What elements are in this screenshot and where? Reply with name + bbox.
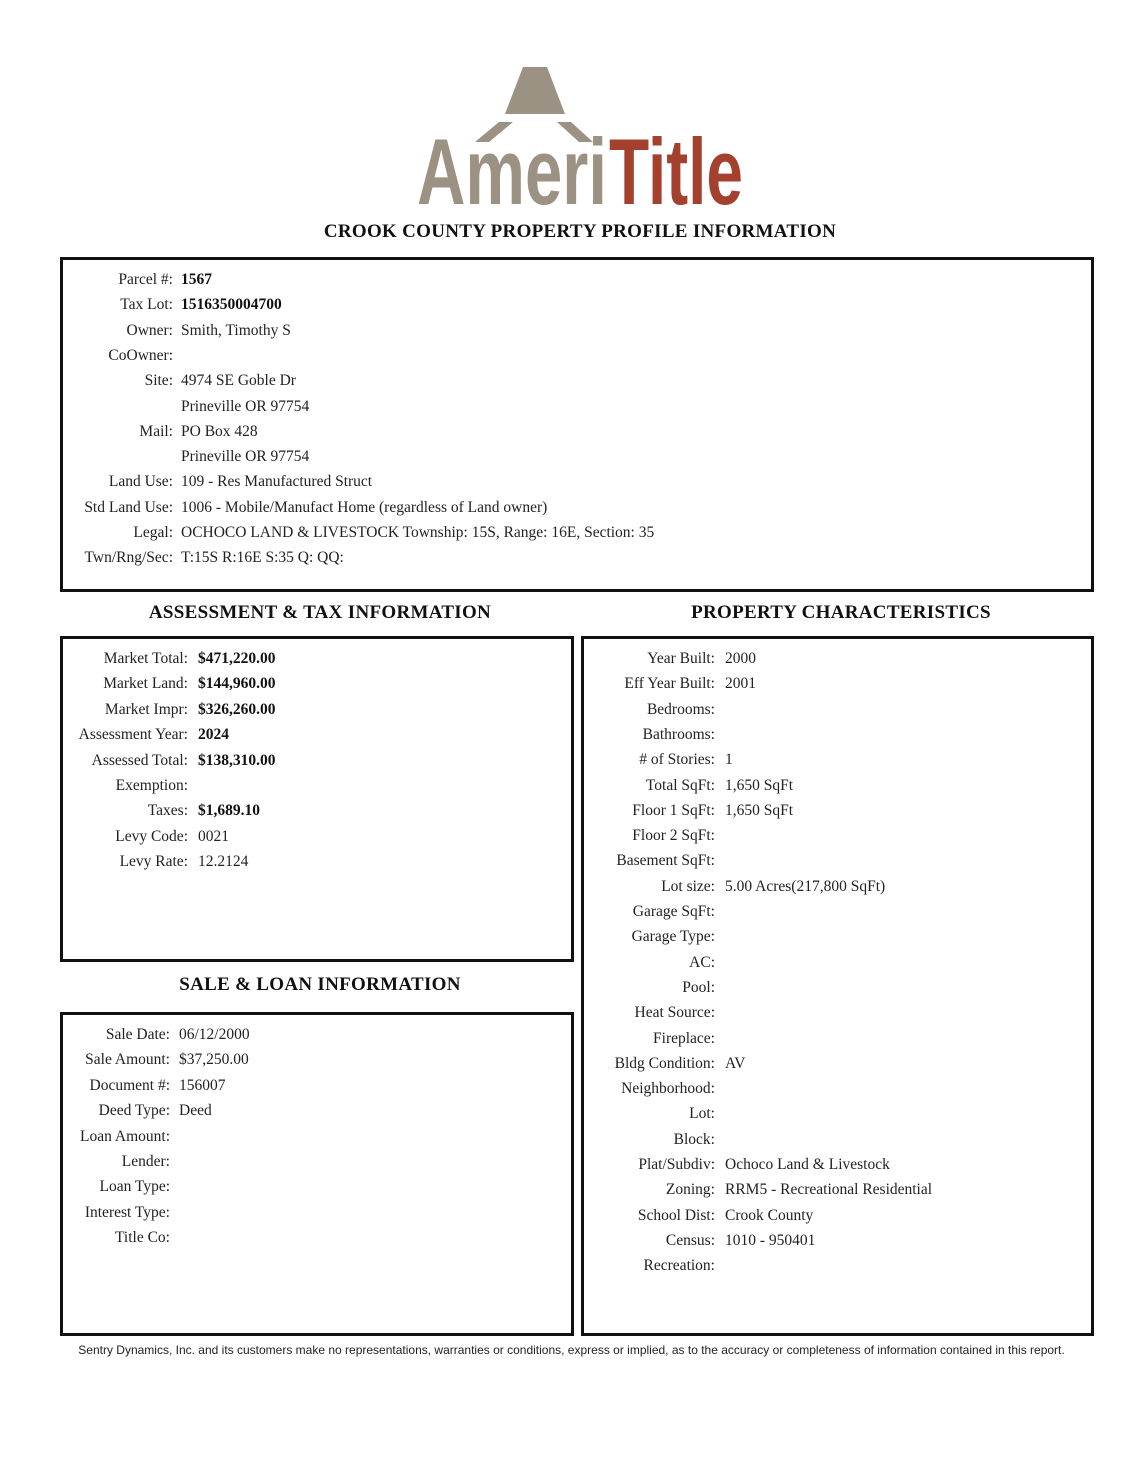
field-value: 0021 bbox=[198, 827, 229, 845]
field-label: Title Co: bbox=[115, 1229, 170, 1247]
field-label: Levy Rate: bbox=[119, 853, 188, 871]
field-value: T:15S R:16E S:35 Q: QQ: bbox=[181, 549, 344, 567]
field-label: Loan Type: bbox=[99, 1178, 170, 1196]
field-label: Legal: bbox=[133, 524, 173, 541]
field-label: Document #: bbox=[89, 1076, 170, 1094]
logo-triangle-top bbox=[505, 67, 565, 114]
field-label: Bathrooms: bbox=[642, 725, 715, 743]
field-value: 1006 - Mobile/Manufact Home (regardless of Land owner) bbox=[181, 498, 548, 516]
field-label: Lender: bbox=[121, 1153, 170, 1170]
field-value: Deed bbox=[179, 1102, 212, 1120]
field-label: Total SqFt: bbox=[645, 776, 715, 794]
logo-text-title: Title bbox=[609, 119, 743, 212]
field-label: Bldg Condition: bbox=[614, 1054, 715, 1072]
field-label: Taxes: bbox=[147, 802, 188, 820]
report-title: CROOK COUNTY PROPERTY PROFILE INFORMATION bbox=[323, 221, 837, 242]
field-value: 12.2124 bbox=[198, 853, 249, 871]
field-label: Block: bbox=[673, 1130, 715, 1148]
field-label: Site: bbox=[144, 372, 173, 390]
field-label: Market Impr: bbox=[104, 700, 188, 718]
field-label: Land Use: bbox=[108, 473, 173, 491]
field-label: AC: bbox=[689, 953, 715, 971]
field-value: $37,250.00 bbox=[179, 1051, 249, 1069]
field-value: AV bbox=[725, 1054, 746, 1072]
field-label: Sale Amount: bbox=[85, 1051, 170, 1069]
assessment-box bbox=[60, 636, 574, 962]
field-label: Heat Source: bbox=[634, 1004, 715, 1022]
field-label: Sale Date: bbox=[105, 1026, 170, 1043]
disclaimer-footer: Sentry Dynamics, Inc. and its customers make no representations, warranties or conditions, express or implied, as to the accuracy or completeness of information contained in this report. bbox=[78, 1343, 1065, 1357]
field-label: Twn/Rng/Sec: bbox=[84, 549, 173, 567]
field-label: Mail: bbox=[139, 422, 173, 440]
field-label: Market Total: bbox=[103, 650, 188, 667]
field-value: 109 - Res Manufactured Struct bbox=[181, 473, 373, 491]
field-label: Census: bbox=[665, 1231, 715, 1249]
field-value: PO Box 428 bbox=[181, 422, 258, 440]
field-label: # of Stories: bbox=[639, 751, 715, 769]
field-value: OCHOCO LAND & LIVESTOCK Township: 15S, Range: 16E, Section: 35 bbox=[181, 524, 655, 541]
field-value: $1,689.10 bbox=[198, 802, 260, 820]
field-value: 2000 bbox=[725, 650, 756, 667]
assessment-section-title: ASSESSMENT & TAX INFORMATION bbox=[148, 602, 492, 623]
characteristics-section-title: PROPERTY CHARACTERISTICS bbox=[691, 602, 991, 623]
field-value: Smith, Timothy S bbox=[181, 321, 291, 339]
field-value: 1516350004700 bbox=[181, 296, 282, 314]
field-value: 156007 bbox=[179, 1076, 226, 1094]
field-value: $138,310.00 bbox=[198, 751, 276, 769]
field-label: Std Land Use: bbox=[84, 498, 173, 516]
field-label: CoOwner: bbox=[108, 346, 173, 364]
field-label: Plat/Subdiv: bbox=[638, 1156, 715, 1173]
field-value: Prineville OR 97754 bbox=[181, 397, 310, 415]
field-label: Garage SqFt: bbox=[632, 903, 715, 920]
field-value: 2001 bbox=[725, 675, 756, 693]
field-label: Levy Code: bbox=[115, 827, 188, 845]
field-label: Basement SqFt: bbox=[616, 852, 715, 870]
field-label: Owner: bbox=[126, 321, 173, 339]
field-label: Garage Type: bbox=[631, 928, 715, 946]
field-value: RRM5 - Recreational Residential bbox=[725, 1181, 933, 1199]
field-label: Tax Lot: bbox=[120, 296, 173, 314]
field-label: Bedrooms: bbox=[646, 700, 715, 718]
field-value: $326,260.00 bbox=[198, 700, 276, 718]
field-label: Loan Amount: bbox=[80, 1127, 170, 1145]
field-value: 2024 bbox=[198, 726, 229, 744]
logo-mark bbox=[415, 62, 745, 212]
ameritle-logo bbox=[415, 62, 745, 212]
field-value: 1,650 SqFt bbox=[725, 801, 794, 819]
field-value: 5.00 Acres(217,800 SqFt) bbox=[725, 877, 886, 895]
field-label: Eff Year Built: bbox=[624, 675, 715, 693]
field-label: Deed Type: bbox=[98, 1102, 170, 1120]
field-value: 4974 SE Goble Dr bbox=[181, 372, 296, 390]
field-label: Year Built: bbox=[647, 650, 715, 667]
field-label: Interest Type: bbox=[84, 1203, 170, 1221]
sale-section-title: SALE & LOAN INFORMATION bbox=[179, 974, 461, 995]
field-value: 1,650 SqFt bbox=[725, 776, 794, 794]
field-label: Neighborhood: bbox=[621, 1080, 715, 1098]
field-value: 06/12/2000 bbox=[179, 1026, 250, 1043]
profile-box bbox=[60, 257, 1094, 592]
field-label: Zoning: bbox=[665, 1181, 715, 1199]
field-label: Recreation: bbox=[643, 1257, 715, 1275]
field-label: Assessed Total: bbox=[91, 751, 188, 769]
field-label: Exemption: bbox=[115, 777, 188, 794]
field-label: Floor 2 SqFt: bbox=[632, 827, 715, 845]
field-value: 1 bbox=[725, 751, 733, 769]
field-value: Crook County bbox=[725, 1206, 814, 1224]
field-label: Pool: bbox=[682, 978, 715, 996]
field-label: Floor 1 SqFt: bbox=[632, 801, 715, 819]
field-value: $471,220.00 bbox=[198, 650, 276, 667]
field-label: School Dist: bbox=[637, 1206, 715, 1224]
field-value: 1567 bbox=[181, 271, 212, 288]
field-label: Parcel #: bbox=[118, 271, 173, 288]
field-label: Market Land: bbox=[103, 675, 188, 693]
field-label: Lot size: bbox=[661, 877, 715, 895]
field-label: Fireplace: bbox=[653, 1029, 715, 1047]
logo-text-ameri: Ameri bbox=[417, 119, 607, 212]
field-value: Prineville OR 97754 bbox=[181, 448, 310, 466]
field-value: 1010 - 950401 bbox=[725, 1231, 816, 1249]
field-value: $144,960.00 bbox=[198, 675, 276, 693]
characteristics-box bbox=[581, 636, 1094, 1336]
field-value: Ochoco Land & Livestock bbox=[725, 1156, 890, 1173]
field-label: Assessment Year: bbox=[78, 726, 188, 744]
field-label: Lot: bbox=[689, 1105, 715, 1123]
sale-box bbox=[60, 1012, 574, 1336]
